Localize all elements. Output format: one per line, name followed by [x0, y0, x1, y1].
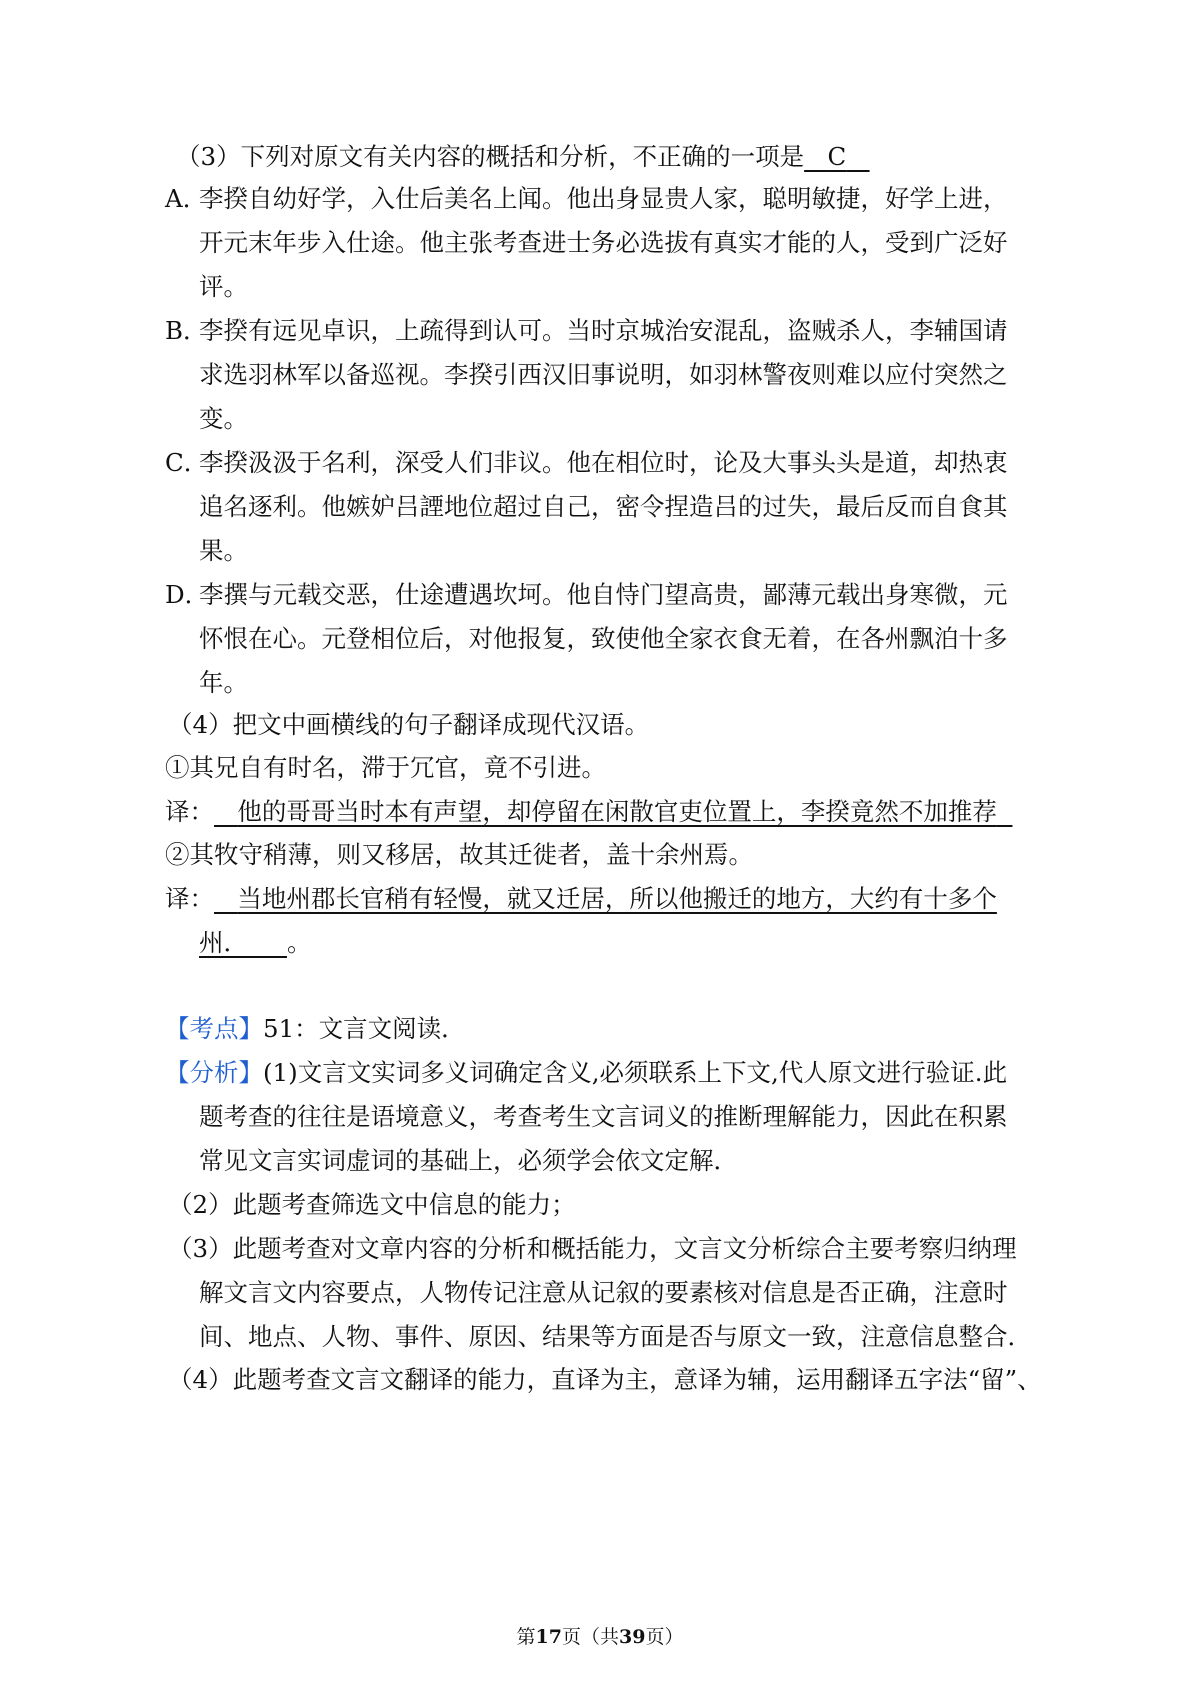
option-d-line: 年。	[199, 668, 248, 697]
option-a-line: 李揆自幼好学，入仕后美名上闻。他出身显贵人家，聪明敏捷，好学上进，	[199, 184, 1008, 213]
page-total: 39	[619, 1626, 646, 1648]
option-a-letter: A．	[165, 184, 208, 213]
option-a-line: 评。	[199, 272, 248, 301]
option-c-line: 果。	[199, 536, 248, 565]
option-d-line: 李撰与元载交恶，仕途遭遇坎坷。他自恃门望高贵，鄙薄元载出身寒微，元	[199, 580, 1008, 609]
q4-translation-2: 译： 当地州郡长官稍有轻慢，就又迁居，所以他搬迁的地方，大约有十多个	[165, 884, 997, 913]
fenxi-p3-line: 解文言文内容要点，人物传记注意从记叙的要素核对信息是否正确，注意时	[199, 1278, 1008, 1307]
q4-stem: （4）把文中画横线的句子翻译成现代汉语。	[168, 710, 650, 739]
option-a-line: 开元末年步入仕途。他主张考查进士务必选拔有真实才能的人，受到广泛好	[199, 228, 1008, 257]
option-b-line: 李揆有远见卓识，上疏得到认可。当时京城治安混乱，盗贼杀人，李辅国请	[199, 316, 1008, 345]
option-d-letter: D．	[165, 580, 210, 609]
q4-sentence-2: ②其牧守稍薄，则又移居，故其迁徙者，盖十余州焉。	[165, 840, 753, 869]
fenxi-p4: （4）此题考查文言文翻译的能力，直译为主，意译为辅，运用翻译五字法“留”、	[168, 1365, 1042, 1394]
fenxi-p2: （2）此题考查筛选文中信息的能力；	[168, 1190, 576, 1219]
kaodian-line: 【考点】51：文言文阅读．	[165, 1014, 466, 1043]
option-d-line: 怀恨在心。元登相位后，对他报复，致使他全家衣食无着，在各州飘泊十多	[199, 624, 1008, 653]
option-c-line: 追名逐利。他嫉妒吕諲地位超过自己，密令捏造吕的过失，最后反而自食其	[199, 492, 1008, 521]
page-number: 17	[535, 1626, 562, 1648]
option-c-line: 李揆汲汲于名利，深受人们非议。他在相位时，论及大事头头是道，却热衷	[199, 448, 1008, 477]
option-b-line: 求选羽林军以备巡视。李揆引西汉旧事说明，如羽林警夜则难以应付突然之	[199, 360, 1008, 389]
fenxi-p1-line: 题考查的往往是语境意义，考查考生文言词义的推断理解能力，因此在积累	[199, 1102, 1008, 1131]
q4-translation-1: 译： 他的哥哥当时本有声望，却停留在闲散官吏位置上，李揆竟然不加推荐	[165, 795, 1012, 829]
fenxi-p1-line: 常见文言实词虚词的基础上，必须学会依文定解．	[199, 1146, 738, 1175]
kaodian-tag: 【考点】	[165, 1014, 263, 1043]
option-b-line: 变。	[199, 404, 248, 433]
q4-sentence-1: ①其兄自有时名，滞于冗官，竟不引进。	[165, 753, 606, 782]
fenxi-p3-line: 间、地点、人物、事件、原因、结果等方面是否与原文一致，注意信息整合．	[199, 1322, 1032, 1351]
q3-answer: C	[827, 142, 847, 171]
q3-stem: （3）下列对原文有关内容的概括和分析，不正确的一项是 C	[176, 140, 870, 174]
q4-translation-2-cont: 州． 。	[199, 928, 312, 957]
option-c-letter: C．	[165, 448, 209, 477]
translation-2-text: 当地州郡长官稍有轻慢，就又迁居，所以他搬迁的地方，大约有十多个	[237, 884, 997, 913]
fenxi-tag: 【分析】	[165, 1058, 263, 1087]
option-b-letter: B．	[165, 316, 208, 345]
translation-1-text: 他的哥哥当时本有声望，却停留在闲散官吏位置上，李揆竟然不加推荐	[237, 797, 997, 826]
fenxi-line: 【分析】(1)文言文实词多义词确定含义,必须联系上下文,代人原文进行验证.此	[165, 1058, 1008, 1087]
fenxi-p3-line: （3）此题考查对文章内容的分析和概括能力，文言文分析综合主要考察归纳理	[168, 1234, 1017, 1263]
page-footer: 第17页（共39页）	[516, 1626, 684, 1648]
